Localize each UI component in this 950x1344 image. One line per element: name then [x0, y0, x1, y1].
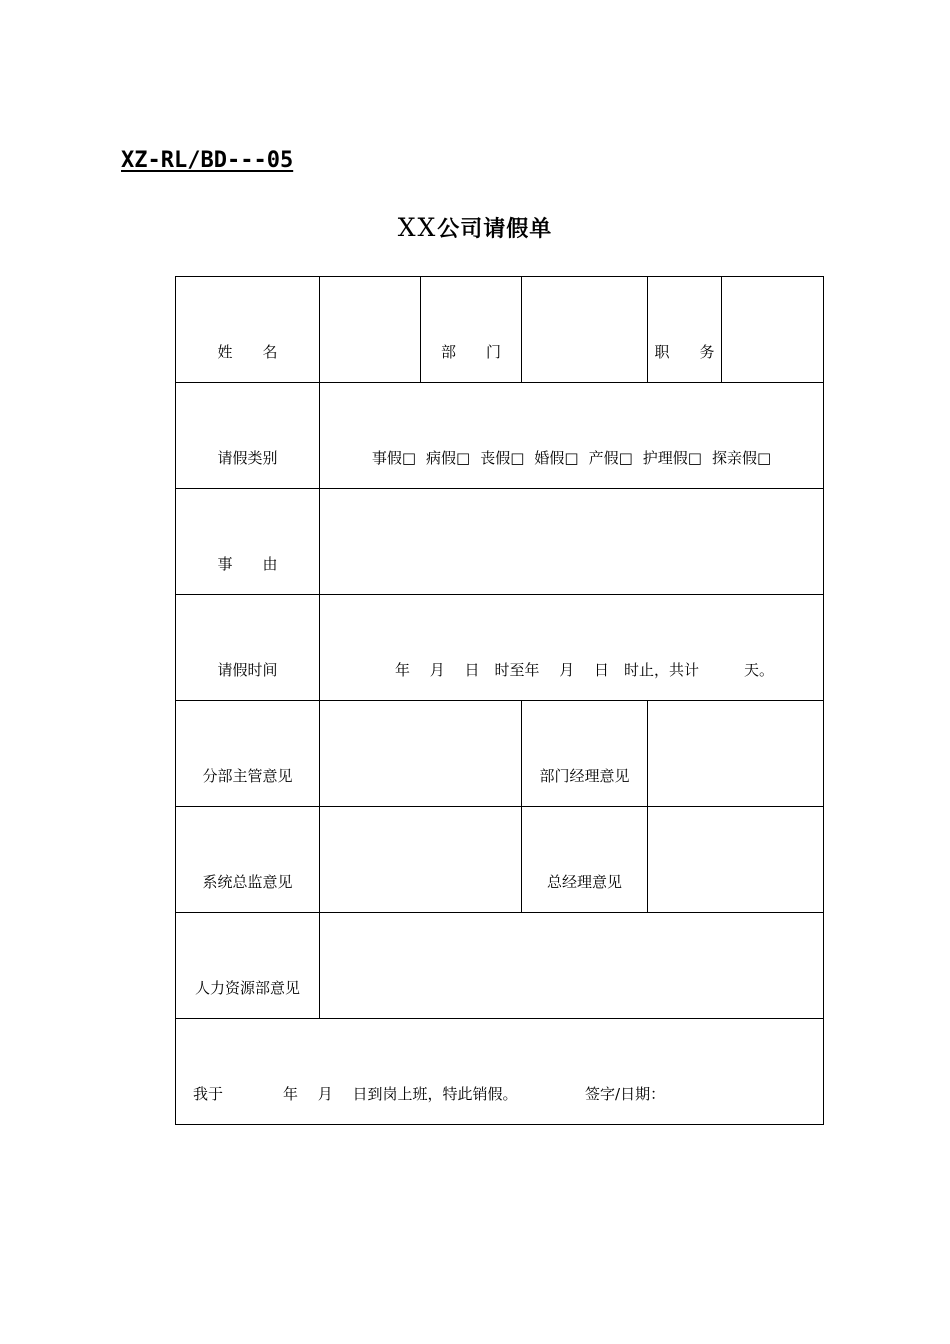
title-prefix: XX [397, 213, 438, 242]
row-leave-time [176, 595, 824, 701]
general-manager-label: 总经理意见 [522, 807, 648, 913]
document-code: XZ-RL/BD---05 [121, 148, 294, 173]
position-label: 职 务 [648, 277, 722, 383]
dept-field[interactable] [522, 277, 648, 383]
position-field[interactable] [722, 277, 824, 383]
return-statement[interactable]: 我于 年 月 日到岗上班，特此销假。 签字/日期： [176, 1019, 824, 1125]
reason-field[interactable] [320, 489, 824, 595]
row-basic-info [176, 277, 824, 383]
row-leave-type [176, 383, 824, 489]
sub-manager-field[interactable] [320, 701, 522, 807]
system-director-label: 系统总监意见 [176, 807, 320, 913]
leave-option-family-visit[interactable]: 探亲假□ [711, 449, 772, 467]
hr-label: 人力资源部意见 [176, 913, 320, 1019]
document-title [0, 212, 950, 243]
leave-option-sick[interactable]: 病假□ [426, 449, 471, 467]
name-label: 姓 名 [176, 277, 320, 383]
row-hr [176, 913, 824, 1019]
dept-manager-label: 部门经理意见 [522, 701, 648, 807]
leave-type-options [320, 383, 824, 489]
row-reason [176, 489, 824, 595]
name-field[interactable] [320, 277, 421, 383]
row-approval-2 [176, 807, 824, 913]
time-field[interactable]: 年 月 日 时至年 月 日 时止，共计 天。 [320, 595, 824, 701]
reason-label: 事 由 [176, 489, 320, 595]
hr-field[interactable] [320, 913, 824, 1019]
leave-request-form [175, 276, 824, 1125]
dept-label: 部 门 [421, 277, 522, 383]
leave-option-marriage[interactable]: 婚假□ [534, 449, 579, 467]
sub-manager-label: 分部主管意见 [176, 701, 320, 807]
leave-option-personal[interactable]: 事假□ [371, 449, 417, 467]
general-manager-field[interactable] [648, 807, 824, 913]
system-director-field[interactable] [320, 807, 522, 913]
leave-option-maternity[interactable]: 产假□ [588, 449, 633, 467]
leave-option-bereavement[interactable]: 丧假□ [480, 449, 525, 467]
row-return [176, 1019, 824, 1125]
row-approval-1 [176, 701, 824, 807]
title-main: 公司请假单 [437, 217, 553, 242]
time-label: 请假时间 [176, 595, 320, 701]
dept-manager-field[interactable] [648, 701, 824, 807]
leave-type-label: 请假类别 [176, 383, 320, 489]
leave-option-nursing[interactable]: 护理假□ [642, 449, 702, 467]
